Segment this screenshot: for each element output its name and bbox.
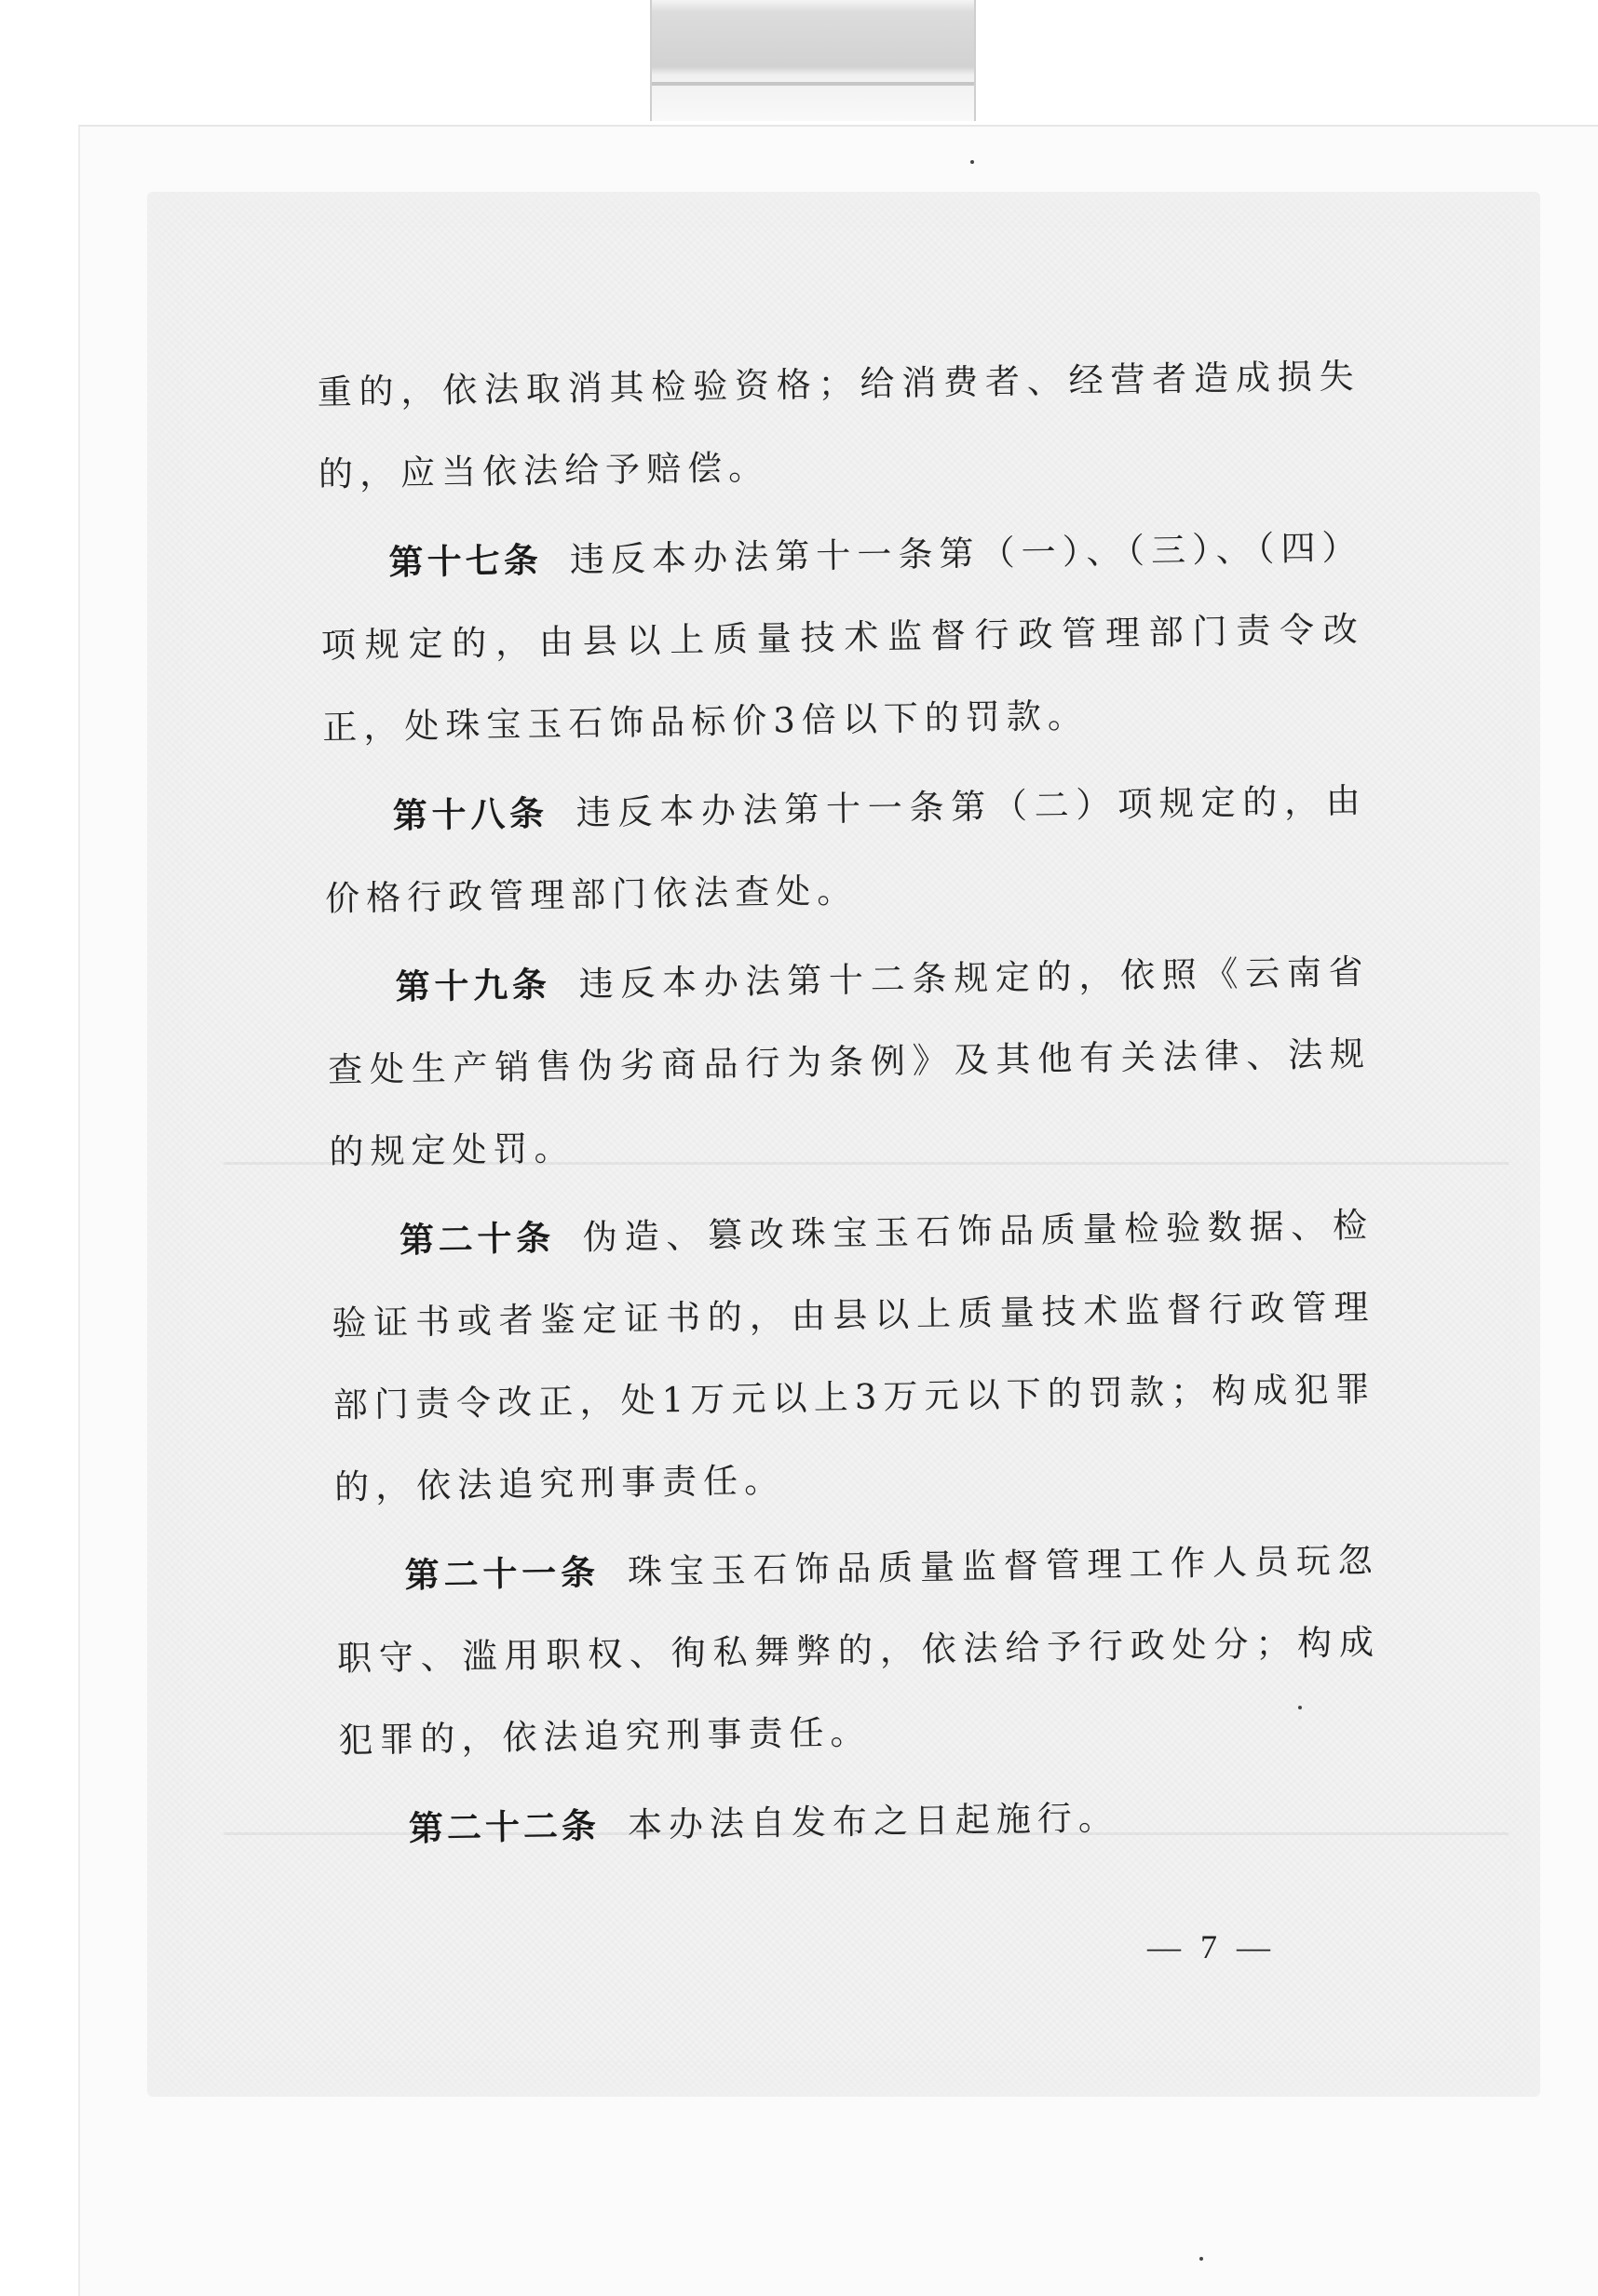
- article-20: [330, 1184, 1377, 1529]
- article-text: 违反本办法第十二条规定的，依照《云南省查处生产销售伪劣商品行为条例》及其他有关法律、法规的规定处罚。: [327, 952, 1372, 1172]
- scan-speck: [1298, 1706, 1302, 1709]
- article-text: 伪造、篡改珠宝玉石饰品质量检验数据、检验证书或者鉴定证书的，由县以上质量技术监督行政管理部门责令改正，处1万元以上3万元以下的罚款；构成犯罪的，依法追究刑事责任。: [332, 1205, 1376, 1507]
- scan-speck: [970, 160, 974, 164]
- article-heading: 第十九条: [395, 965, 551, 1007]
- article-17: [319, 506, 1366, 769]
- article-text: 本办法自发布之日起施行。: [627, 1797, 1120, 1845]
- article-text: 违反本办法第十一条第（一）、（三）、（四）项规定的，由县以上质量技术监督行政管理部门责令改正，处珠宝玉石饰品标价3倍以下的罚款。: [320, 527, 1365, 748]
- article-18: [323, 760, 1369, 940]
- paragraph-text: 重的，依法取消其检验资格；给消费者、经营者造成损失的，应当依法给予赔偿。: [317, 356, 1361, 494]
- scanner-edge-strip: [652, 82, 974, 86]
- scanner-edge-artifact: [650, 0, 976, 121]
- paragraph-continuation: [317, 335, 1362, 516]
- article-heading: 第二十一条: [404, 1552, 601, 1596]
- article-heading: 第二十条: [399, 1218, 556, 1261]
- article-text: 违反本办法第十一条第（二）项规定的，由价格行政管理部门依法查处。: [324, 780, 1368, 919]
- article-19: [326, 931, 1373, 1194]
- article-text: 珠宝玉石饰品质量监督管理工作人员玩忽职守、滥用职权、徇私舞弊的，依法给予行政处分；构成犯罪的，依法追究刑事责任。: [336, 1540, 1381, 1761]
- page-number: — 7 —: [1147, 1928, 1276, 1965]
- article-heading: 第十八条: [392, 793, 549, 836]
- article-21: [335, 1519, 1382, 1782]
- scan-speck: [1199, 2257, 1203, 2261]
- document-body: [317, 335, 1384, 1878]
- article-22: [339, 1773, 1383, 1871]
- article-heading: 第十七条: [388, 540, 543, 583]
- article-heading: 第二十二条: [408, 1805, 601, 1849]
